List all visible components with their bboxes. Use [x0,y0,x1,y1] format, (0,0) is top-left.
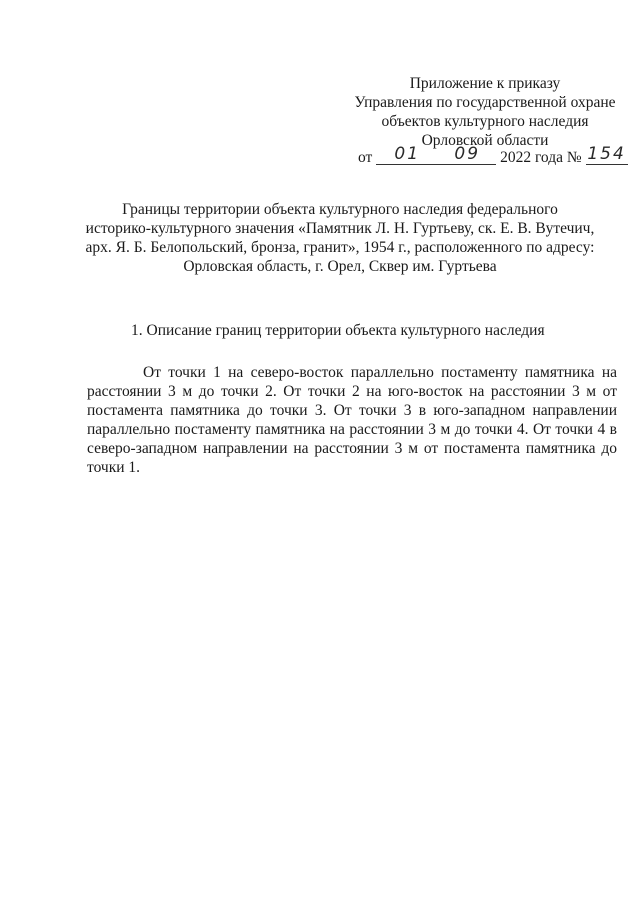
appendix-header [340,74,630,150]
header-line-region: Орловской области [421,132,549,149]
title-line-3: арх. Я. Б. Белопольский, бронза, гранит», 1954 г., расположенного по адресу: [85,239,595,256]
title-line-1: Границы территории объекта культурного наследия федерального [122,201,558,218]
order-reference [358,144,638,167]
order-day-handwritten: 01 [394,144,421,164]
header-line-department: Управления по государственной охране [354,94,616,111]
order-month-field [438,144,496,165]
header-line-objects: объектов культурного наследия [381,113,589,130]
order-year: 2022 года [500,149,563,166]
order-day-field [376,144,438,165]
header-line-appendix: Приложение к приказу [409,75,561,92]
order-prefix: от [358,149,373,166]
order-number-handwritten: 154 [587,144,626,164]
order-number-sign: № [566,149,582,166]
title-line-4: Орловская область, г. Орел, Сквер им. Гуртьева [183,258,497,275]
order-month-handwritten: 09 [454,144,481,164]
order-number-field [586,144,628,165]
title-line-2: историко-культурного значения «Памятник Л. Н. Гуртьеву, ск. Е. В. Вутечич, [85,220,595,237]
document-title [60,200,620,276]
boundary-description-paragraph: От точки 1 на северо-восток параллельно постаменту памятника на расстоянии 3 м до точки 2. От точки 2 на юго-восток на расстоянии 3 м от постамента памятника до точки 3. От точки 3 в юго-западном направлении параллельно постаменту памятника на расстоянии 3 м до точки 4. От точки 4 в северо-западном направлении на расстоянии 3 м от постамента памятника до точки 1. [87,364,617,476]
section-heading: 1. Описание границ территории объекта культурного наследия [131,322,545,339]
